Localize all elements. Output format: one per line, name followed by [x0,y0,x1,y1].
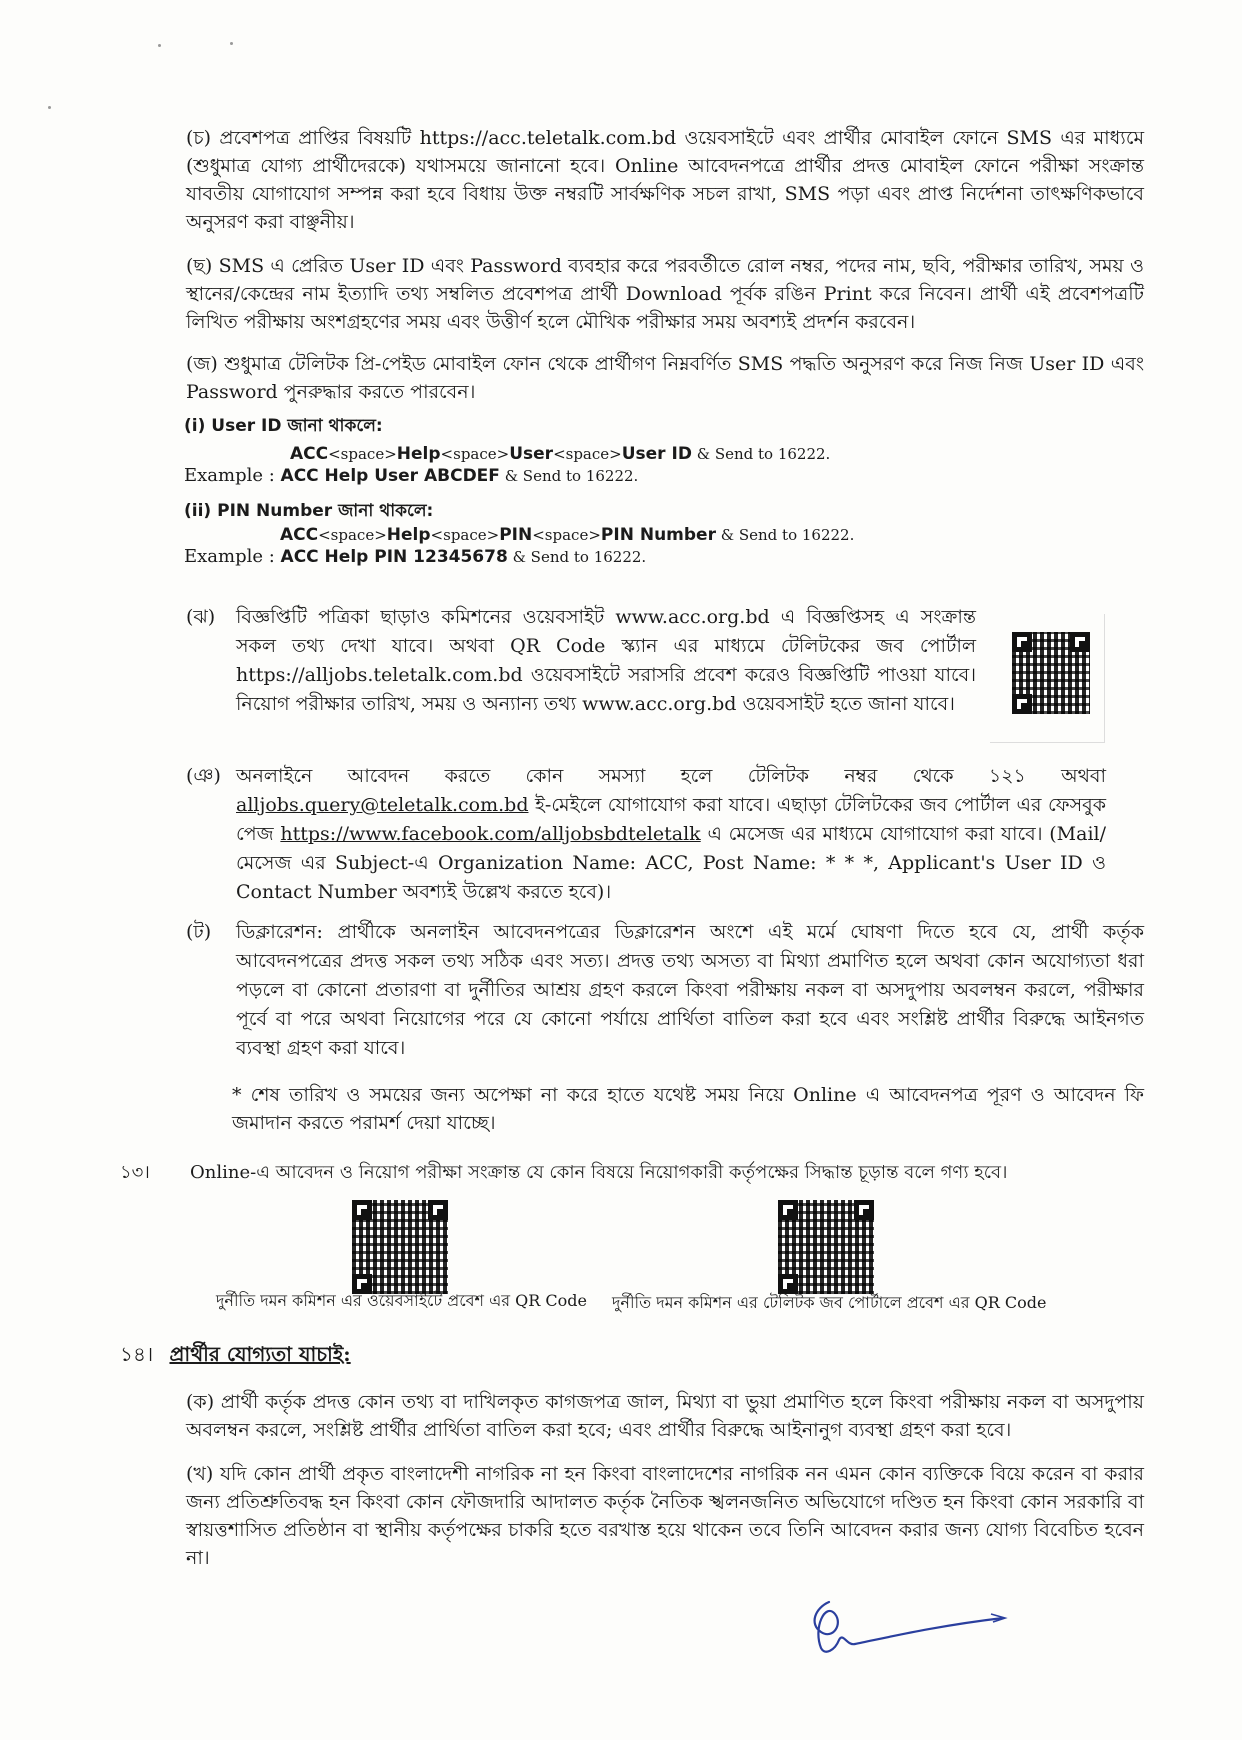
scan-speck [158,44,161,47]
section-number: ১৩। [120,1162,150,1183]
section-number: ১৪। [120,1342,154,1366]
sms-space: <space> [440,445,510,463]
section-13-text: Online-এ আবেদন ও নিয়োগ পরীক্ষা সংক্রান্ত যে কোন বিষয়ে নিয়োগকারী কর্তৃপক্ষের সিদ্ধান্ত চূড়ান্ত বলে গণ্য হবে। [190,1162,1008,1183]
sms-userid-example [184,465,944,487]
support-email-link[interactable]: alljobs.query@teletalk.com.bd [236,794,529,816]
sms-space: <space> [328,445,397,463]
paragraph-ka: (ক) প্রার্থী কর্তৃক প্রদত্ত কোন তথ্য বা দাখিলকৃত কাগজপত্র জাল, মিথ্যা বা ভুয়া প্রমাণিত হলে কিংবা পরীক্ষায় নকল বা অসদুপায় অবলম্বন করলে, সংশ্লিষ্ট প্রার্থীর প্রার্থিতা বাতিল করা হবে; এবং প্রার্থীর বিরুদ্ধে আইনানুগ ব্যবস্থা গ্রহণ করা হবে। [186,1391,1144,1441]
paragraph-ja: (জ) শুধুমাত্র টেলিটক প্রি-পেইড মোবাইল ফোন থেকে প্রার্থীগণ নিম্নবর্ণিত SMS পদ্ধতি অনুসরণ করে নিজ নিজ User ID এবং Password পুনরুদ্ধার করতে পারবেন। [186,353,1144,403]
item-nya-text-c: এ মেসেজ এর মাধ্যমে যোগাযোগ করা যাবে। (Mail/মেসেজ এর Subject-এ Organization Name: ACC, Post Name: * * *, Applicant's User ID ও Contact Number অবশ্যই উল্লেখ করতে হবে)। [236,823,1106,903]
qr-code-icon [1012,632,1090,714]
sms-pin-block [184,500,944,568]
qr-code-icon [778,1200,874,1294]
section-13 [120,1160,1160,1186]
section-14-title: প্রার্থীর যোগ্যতা যাচাই: [169,1342,351,1366]
sms-pin-example [184,546,944,568]
paragraph-cha: (চ) প্রবেশপত্র প্রাপ্তির বিষয়টি https://acc.teletalk.com.bd ওয়েবসাইটে এবং প্রার্থীর মোবাইল ফোনে SMS এর মাধ্যমে (শুধুমাত্র যোগ্য প্রার্থীদেরকে) যথাসময়ে জানানো হবে। Online আবেদনপত্রে প্রার্থীর প্রদত্ত মোবাইল ফোনে পরীক্ষা সংক্রান্ত যাবতীয় যোগাযোগ সম্পন্ন করা হবে বিধায় উক্ত নম্বরটি সার্বক্ষণিক সচল রাখা, SMS পড়া এবং প্রাপ্ত নির্দেশনা তাৎক্ষণিকভাবে অনুসরণ করা বাঞ্ছনীয়। [186,127,1144,233]
paragraph-kha: (খ) যদি কোন প্রার্থী প্রকৃত বাংলাদেশী নাগরিক না হন কিংবা বাংলাদেশের নাগরিক নন এমন কোন ব্যক্তিকে বিয়ে করেন বা করার জন্য প্রতিশ্রুতিবদ্ধ হন কিংবা কোন ফৌজদারি আদালত কর্তৃক নৈতিক স্খলনজনিত অভিযোগে দণ্ডিত হন কিংবা কোন সরকারি বা স্বায়ত্তশাসিত প্রতিষ্ঠান বা স্থানীয় কর্তৃপক্ষের চাকরি হতে বরখাস্ত হয়ে থাকেন তবে তিনি আবেদন করার জন্য যোগ্য বিবেচিত হবেন না। [186,1463,1144,1569]
item-jha [186,603,986,753]
example-code: ACC Help PIN 12345678 [280,547,508,567]
item-ta [186,918,1144,1068]
sms-pin-heading: (ii) PIN Number জানা থাকলে: [184,501,434,521]
facebook-page-link[interactable]: https://www.facebook.com/alljobsbdteletalk [280,823,701,845]
sms-pin-format [184,524,944,546]
item-nya [186,762,1106,912]
sms-userid-block [184,415,944,487]
sms-userid-heading: (i) User ID জানা থাকলে: [184,416,383,436]
item-jha-text: বিজ্ঞপ্তিটি পত্রিকা ছাড়াও কমিশনের ওয়েবসাইট www.acc.org.bd এ বিজ্ঞপ্তিসহ এ সংক্রান্ত সকল তথ্য দেখা যাবে। অথবা QR Code স্ক্যান এর মাধ্যমে টেলিটকের জব পোর্টাল https://alljobs.teletalk.com.bd ওয়েবসাইটে সরাসরি প্রবেশ করেও বিজ্ঞপ্তিটি পাওয়া যাবে। নিয়োগ পরীক্ষার তারিখ, সময় ও অন্যান্য তথ্য www.acc.org.bd ওয়েবসাইট হতে জানা যাবে। [236,606,976,715]
scan-speck [48,106,51,109]
sms-send-to: & Send to 16222. [507,548,647,566]
sms-send-to: & Send to 16222. [691,445,831,463]
sms-keyword: ACC [280,525,319,545]
item-nya-text-a: অনলাইনে আবেদন করতে কোন সমস্যা হলে টেলিটক নম্বর থেকে ১২১ অথবা [236,765,1106,787]
sms-space: <space> [553,445,622,463]
item-marker: (ঞ) [186,765,221,787]
example-code: ACC Help User ABCDEF [280,466,500,486]
deadline-note: * শেষ তারিখ ও সময়ের জন্য অপেক্ষা না করে হাতে যথেষ্ট সময় নিয়ে Online এ আবেদনপত্র পূরণ ও আবেদন ফি জমাদান করতে পরামর্শ দেয়া যাচ্ছে। [232,1084,1144,1134]
qr-caption-website: দুর্নীতি দমন কমিশন এর ওয়েবসাইটে প্রবেশ এর QR Code [216,1291,587,1310]
paragraph-chha: (ছ) SMS এ প্রেরিত User ID এবং Password ব্যবহার করে পরবর্তীতে রোল নম্বর, পদের নাম, ছবি, পরীক্ষার তারিখ, সময় ও স্থানের/কেন্দ্রের নাম ইত্যাদি তথ্য সম্বলিত প্রবেশপত্র প্রার্থী Download পূর্বক রঙিন Print করে নিবেন। প্রার্থী এই প্রবেশপত্রটি লিখিত পরীক্ষায় অংশগ্রহণের সময় এবং উত্তীর্ণ হলে মৌখিক পরীক্ষার সময় অবশ্যই প্রদর্শন করবেন। [186,255,1144,333]
sms-keyword: PIN [499,525,533,545]
item-nya-text [236,762,1106,907]
signature [795,1580,1015,1670]
sms-userid-format [184,443,944,465]
sms-send-to: & Send to 16222. [715,526,855,544]
qr-caption-job-portal: দুর্নীতি দমন কমিশন এর টেলিটক জব পোর্টালে প্রবেশ এর QR Code [612,1293,1047,1312]
example-label: Example : [184,546,281,567]
qr-code-icon [352,1200,448,1294]
section-14-heading [120,1340,351,1373]
item-ta-text: ডিক্লারেশন: প্রার্থীকে অনলাইন আবেদনপত্রের ডিক্লারেশন অংশে এই মর্মে ঘোষণা দিতে হবে যে, প্রার্থী কর্তৃক আবেদনপত্রের প্রদত্ত সকল তথ্য সঠিক এবং সত্য। প্রদত্ত তথ্য অসত্য বা মিথ্যা প্রমাণিত হলে অথবা কোন অযোগ্যতা ধরা পড়লে বা কোনো প্রতারণা বা দুর্নীতির আশ্রয় গ্রহণ করলে কিংবা পরীক্ষায় নকল বা অসদুপায় অবলম্বন করলে, পরীক্ষার পূর্বে বা পরে অথবা নিয়োগের পরে যে কোনো পর্যায়ে প্রার্থিতা বাতিল করা হবে এবং সংশ্লিষ্ট প্রার্থীর বিরুদ্ধে আইনগত ব্যবস্থা গ্রহণ করা যাবে। [236,921,1144,1059]
sms-keyword: Help [386,525,431,545]
sms-space: <space> [430,526,500,544]
sms-keyword: User ID [621,444,692,464]
qr-frame [990,614,1105,743]
sms-space: <space> [318,526,387,544]
sms-send-to: & Send to 16222. [499,467,639,485]
sms-keyword: PIN Number [600,525,716,545]
sms-keyword: Help [396,444,441,464]
scan-speck [230,42,233,45]
item-marker: (ঝ) [186,606,216,628]
sms-keyword: User [509,444,554,464]
sms-space: <space> [532,526,601,544]
sms-keyword: ACC [290,444,329,464]
item-marker: (ট) [186,921,212,943]
item-nya-text-b: ই-মেইলে যোগাযোগ করা যাবে। এছাড়া টেলিটকের জব পোর্টাল এর ফেসবুক পেজ [236,794,1106,845]
example-label: Example : [184,465,281,486]
